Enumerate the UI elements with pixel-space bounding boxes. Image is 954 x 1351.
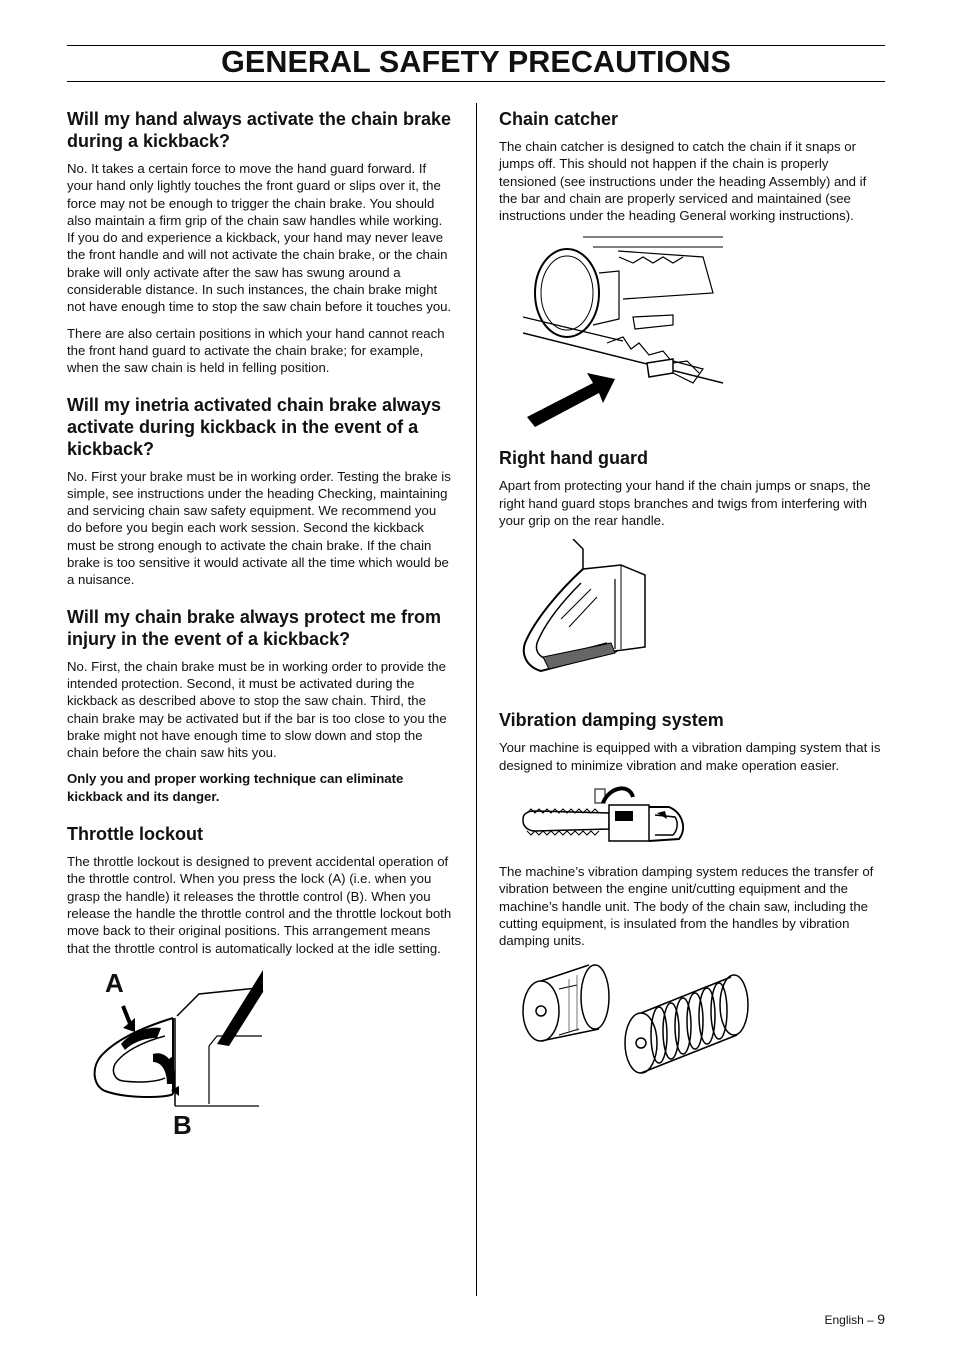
section-heading-brake-protection: Will my chain brake always protect me from injury in the event of a kickback?	[67, 606, 441, 649]
figure-label-b: B	[173, 1109, 192, 1140]
figure-label-a: A	[105, 967, 124, 998]
section-heading-hand-activation: Will my hand always activate the chain brake during a kickback?	[67, 109, 451, 151]
footer-language: English	[824, 1313, 864, 1327]
paragraph: No. First your brake must be in working order. Testing the brake is simple, see instructions under the heading Checking, maintaining and servicing chain saw safety equipment. We recommend you do before you begin each work session. Second the kickback must be strong enough to activate the chain brake. If the chain brake is too sensitive it would activate all the time which would be a nuisance.	[67, 468, 451, 588]
throttle-lockout-figure	[87, 966, 297, 1146]
page-title: GENERAL SAFETY PRECAUTIONS	[221, 45, 731, 79]
title-bottom-rule	[67, 81, 885, 82]
column-divider	[476, 103, 477, 1296]
paragraph: There are also certain positions in which your hand cannot reach the front hand guard to activate the chain brake; for example, when the saw chain is held in felling position.	[67, 325, 445, 376]
page-footer	[824, 1311, 885, 1327]
paragraph: The machine’s vibration damping system reduces the transfer of vibration between the engine unit/cutting equipment and the machine’s handle unit. The body of the chain saw, including the cutting equipment, is insulated from the handles by vibration damping units.	[499, 863, 874, 949]
section-heading-inertia-brake: Will my inetria activated chain brake always activate during kickback in the event of a kickback?	[67, 394, 442, 459]
chain-catcher-illustration	[523, 233, 733, 429]
right-column	[499, 108, 887, 1089]
warning-text: Only you and proper working technique can eliminate kickback and its danger.	[67, 771, 404, 804]
footer-dash: –	[867, 1313, 874, 1327]
paragraph: Your machine is equipped with a vibration damping system that is designed to minimize vibration and make operation easier.	[499, 740, 881, 773]
right-hand-guard-illustration	[521, 539, 661, 691]
paragraph: The throttle lockout is designed to prevent accidental operation of the throttle control. When you press the lock (A) (i.e. when you grasp the handle) it releases the throttle control (B). When you release the handle the throttle control and the throttle lockout both move back to their original positions. This arrangement means that the throttle control is automatically locked at the idle setting.	[67, 854, 452, 956]
page-number: 9	[877, 1311, 885, 1327]
chainsaw-vibration-illustration	[519, 783, 689, 853]
paragraph: The chain catcher is designed to catch the chain if it snaps or jumps off. This should not happen if the chain is properly tensioned (see instructions under the heading Assembly) and if the bar and chain are properly serviced and maintained (see instructions under the heading General working instructions).	[499, 139, 867, 224]
paragraph: No. First, the chain brake must be in working order to provide the intended protection. Second, it must be activated during the kickback as described above to stop the saw chain. Third, the chain brake may be activated but if the bar is too close to you the brake might not have enough time to slow down and stop the chain before the chain saw hits you.	[67, 658, 447, 761]
left-column	[67, 108, 453, 1146]
damping-units-illustration	[519, 959, 759, 1089]
paragraph: Apart from protecting your hand if the chain jumps or snaps, the right hand guard stops branches and twigs from interfering with your grip on the rear handle.	[499, 478, 871, 529]
section-heading-vibration-damping: Vibration damping system	[499, 710, 724, 731]
paragraph: No. It takes a certain force to move the hand guard forward. If your hand only lightly touches the front guard or slips over it, the force may not be enough to trigger the chain brake. You should also maintain a firm grip of the chain saw handles while working. If you do and experience a kickback, your hand may never leave the front handle and will not activate the chain brake, or the chain brake will only activate after the saw has swung around a considerable distance. In such instances, the chain brake might not have enough time to stop the saw chain before it touches you.	[67, 161, 452, 315]
section-heading-right-hand-guard: Right hand guard	[499, 448, 648, 469]
section-heading-chain-catcher: Chain catcher	[499, 109, 619, 129]
section-heading-throttle-lockout: Throttle lockout	[67, 824, 203, 845]
